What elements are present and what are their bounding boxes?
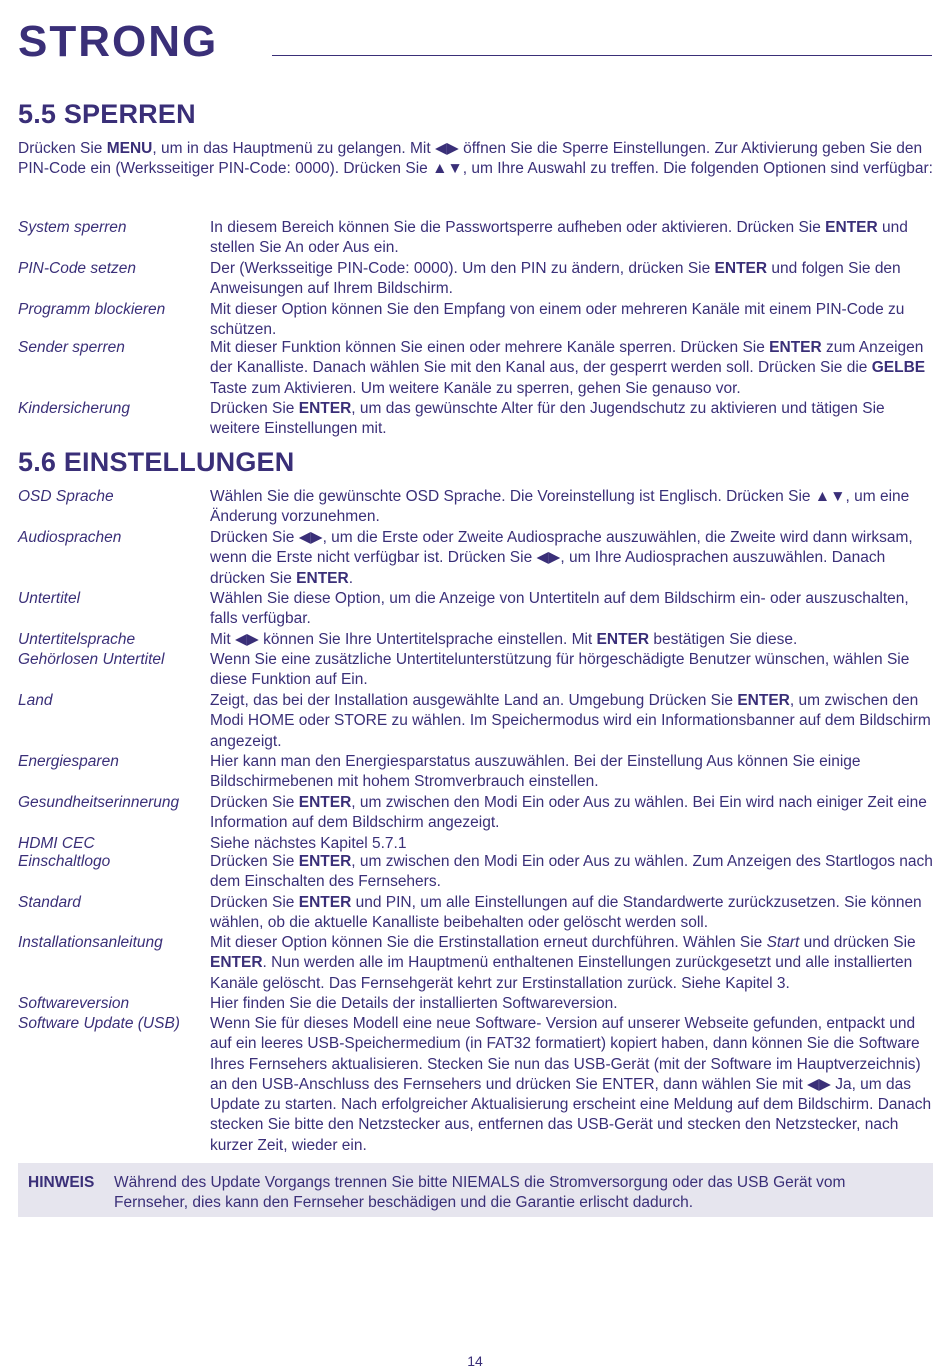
option-term: Land	[18, 692, 53, 709]
option-term: Einschaltlogo	[18, 853, 111, 870]
option-term: Gesundheitserinnerung	[18, 794, 180, 811]
option-description: Wenn Sie für dieses Modell eine neue Software- Version auf unserer Webseite gefunden, entpackt und auf ein leeres USB-Speichermedium (in FAT32 formatiert) kopiert haben, dann können Sie die Software Ihres Fernsehers aktualisieren. Stecken Sie nun das USB-Gerät (mit der Software im Hauptverzeichnis) an den USB-Anschluss des Fernsehers und drücken Sie ENTER, dann wählen Sie mit ◀▶ Ja, um das Update zu starten. Nach erfolgreicher Aktualisierung erscheint eine Meldung auf dem Bildschirm. Danach stecken Sie bitte den Netzstecker aus, entfernen das USB-Gerät und stecken den Netzstecker, nach kurzer Zeit, wieder ein.	[210, 1015, 932, 1154]
note-label: HINWEIS	[28, 1174, 95, 1191]
option-description: Mit dieser Option können Sie die Erstinstallation erneut durchführen. Wählen Sie Start und drücken Sie ENTER. Nun werden alle im Hauptmenü enthaltenen Einstellungen zurückgesetzt und alle installierten Kanäle gelöscht. Das Fernsehgerät kehrt zur Erstinstallation zurück. Siehe Kapitel 3.	[210, 934, 916, 992]
sperren-intro: Drücken Sie MENU, um in das Hauptmenü zu gelangen. Mit ◀▶ öffnen Sie die Sperre Einstellungen. Zur Aktivierung geben Sie den PIN-Code ein (Werksseitiger PIN-Code: 0000). Drücken Sie ▲▼, um Ihre Auswahl zu treffen. Die folgenden Optionen sind verfügbar:	[18, 140, 933, 178]
option-term: Untertitelsprache	[18, 631, 136, 648]
option-description: Der (Werksseitige PIN-Code: 0000). Um den PIN zu ändern, drücken Sie ENTER und folgen Sie den Anweisungen auf Ihrem Bildschirm.	[210, 260, 901, 298]
option-term: Sender sperren	[18, 339, 125, 356]
option-term: Untertitel	[18, 590, 81, 607]
option-term: Installationsanleitung	[18, 934, 163, 951]
option-description: Hier finden Sie die Details der installierten Softwareversion.	[210, 995, 618, 1012]
option-term: Software Update (USB)	[18, 1015, 180, 1032]
option-description: Hier kann man den Energiesparstatus auszuwählen. Bei der Einstellung Aus können Sie einige Bildschirmebenen mit hohem Stromverbrauch einstellen.	[210, 753, 861, 791]
section-title-sperren: 5.5 SPERREN	[18, 99, 196, 129]
option-term: System sperren	[18, 219, 127, 236]
option-term: Standard	[18, 894, 81, 911]
strong-logo	[18, 20, 228, 62]
option-description: Wenn Sie eine zusätzliche Untertitelunterstützung für hörgeschädigte Benutzer wünschen, wählen Sie diese Funktion auf Ein.	[210, 651, 910, 689]
logo-text: STRONG	[18, 20, 219, 62]
option-description: Drücken Sie ENTER und PIN, um alle Einstellungen auf die Standardwerte zurückzusetzen. Sie können wählen, ob die aktuelle Kanalliste beibehalten oder gelöscht werden soll.	[210, 894, 922, 932]
option-description: Drücken Sie ENTER, um das gewünschte Alter für den Jugendschutz zu aktivieren und tätigen Sie weitere Einstellungen mit.	[210, 400, 885, 438]
option-term: Softwareversion	[18, 995, 130, 1012]
option-description: Wählen Sie die gewünschte OSD Sprache. Die Voreinstellung ist Englisch. Drücken Sie ▲▼, um eine Änderung vorzunehmen.	[210, 488, 910, 526]
option-description: Mit dieser Option können Sie den Empfang von einem oder mehreren Kanäle mit einem PIN-Code zu schützen.	[210, 301, 905, 339]
option-description: Mit ◀▶ können Sie Ihre Untertitelsprache einstellen. Mit ENTER bestätigen Sie diese.	[210, 631, 798, 648]
option-term: Energiesparen	[18, 753, 119, 770]
option-term: PIN-Code setzen	[18, 260, 137, 277]
option-description: Drücken Sie ◀▶, um die Erste oder Zweite Audiosprache auszuwählen, die Zweite wird dann wirksam, wenn die Erste nicht verfügbar ist. Drücken Sie ◀▶, um Ihre Audiosprachen auszuwählen. Danach drücken Sie ENTER.	[210, 529, 913, 587]
option-term: HDMI CEC	[18, 835, 95, 852]
option-description: Siehe nächstes Kapitel 5.7.1	[210, 835, 407, 852]
option-term: Gehörlosen Untertitel	[18, 651, 165, 668]
option-description: Wählen Sie diese Option, um die Anzeige von Untertiteln auf dem Bildschirm ein- oder auszuschalten, falls verfügbar.	[210, 590, 909, 628]
page-number: 14	[467, 1353, 483, 1369]
option-term: Audiosprachen	[18, 529, 122, 546]
option-description: Drücken Sie ENTER, um zwischen den Modi Ein oder Aus zu wählen. Zum Anzeigen des Startlogos nach dem Einschalten des Fernsehers.	[210, 853, 933, 891]
section-title-einstellungen: 5.6 EINSTELLUNGEN	[18, 447, 295, 477]
option-description: Zeigt, das bei der Installation ausgewählte Land an. Umgebung Drücken Sie ENTER, um zwischen den Modi HOME oder STORE zu wählen. Im Speichermodus wird ein Informationsbanner auf dem Bildschirm angezeigt.	[210, 692, 931, 750]
header-rule	[272, 55, 932, 56]
note-text: Während des Update Vorgangs trennen Sie bitte NIEMALS die Stromversorgung oder das USB Gerät vom Fernseher, dies kann den Fernseher beschädigen und die Garantie erlischt dadurch.	[114, 1174, 846, 1212]
option-term: Kindersicherung	[18, 400, 131, 417]
option-term: Programm blockieren	[18, 301, 166, 318]
option-term: OSD Sprache	[18, 488, 114, 505]
option-description: Mit dieser Funktion können Sie einen oder mehrere Kanäle sperren. Drücken Sie ENTER zum Anzeigen der Kanalliste. Danach wählen Sie mit den Kanal aus, der gesperrt werden soll. Drücken Sie die GELBE Taste zum Aktivieren. Um weitere Kanäle zu sperren, gehen Sie genauso vor.	[210, 339, 926, 397]
option-description: In diesem Bereich können Sie die Passwortsperre aufheben oder aktivieren. Drücken Sie ENTER und stellen Sie An oder Aus ein.	[210, 219, 908, 257]
note-box	[18, 1163, 933, 1217]
option-description: Drücken Sie ENTER, um zwischen den Modi Ein oder Aus zu wählen. Bei Ein wird nach einiger Zeit eine Information auf dem Bildschirm angezeigt.	[210, 794, 927, 832]
